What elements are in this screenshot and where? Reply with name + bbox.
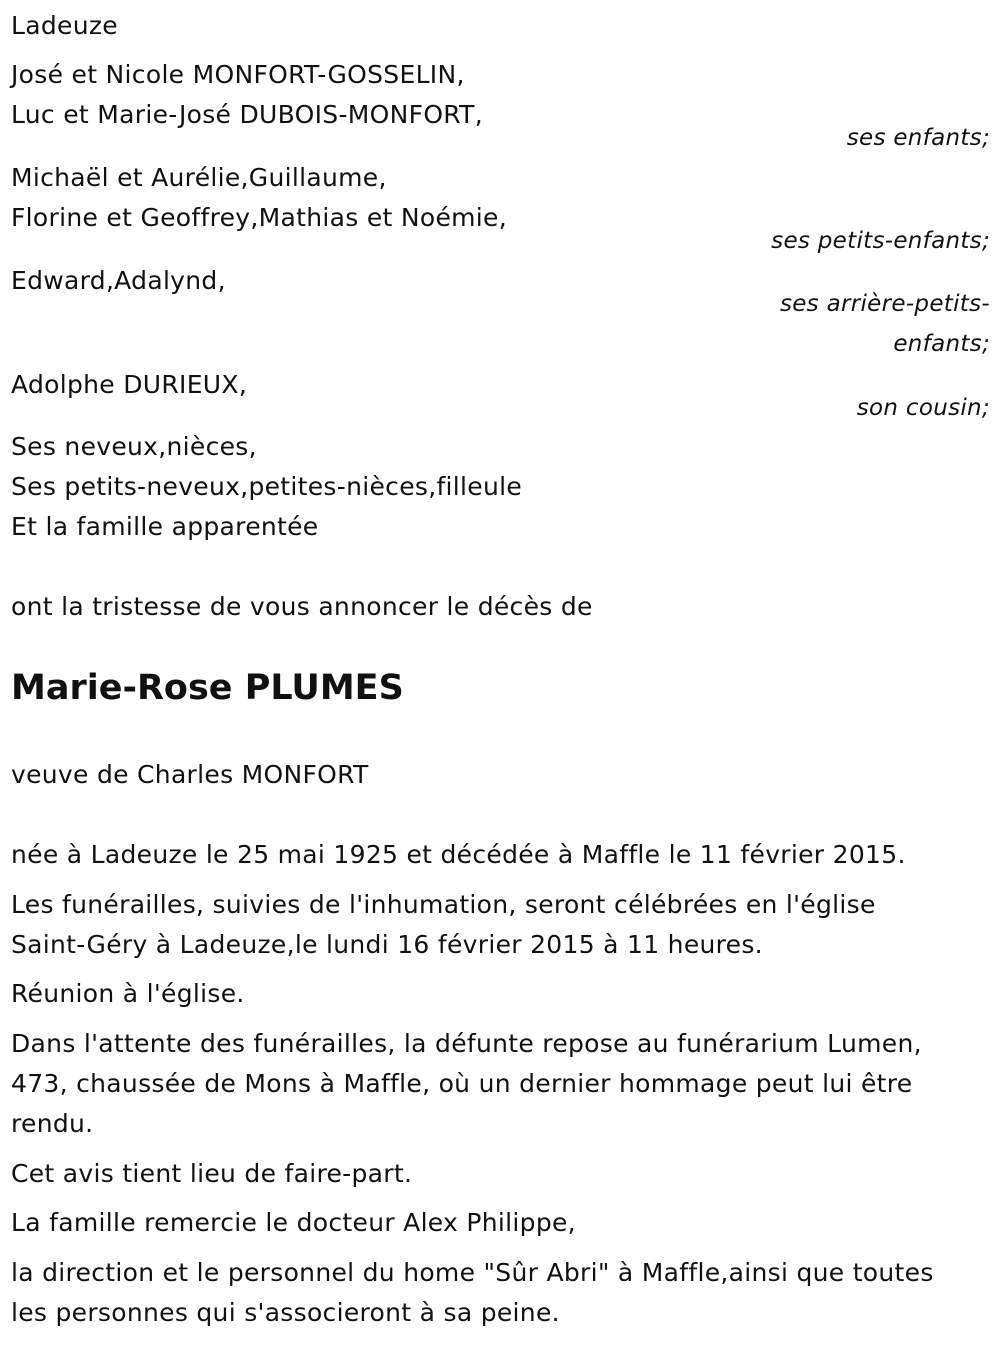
children-line: Luc et Marie-José DUBOIS-MONFORT,: [11, 100, 483, 129]
grandchildren-line: Michaël et Aurélie,Guillaume,: [11, 163, 387, 192]
thanks-home-line: la direction et le personnel du home "Sûr Abri" à Maffle,ainsi que toutes: [11, 1258, 934, 1287]
funeral-line: Saint-Géry à Ladeuze,le lundi 16 février 2015 à 11 heures.: [11, 930, 763, 959]
cousin-line: Adolphe DURIEUX,: [11, 370, 248, 399]
repose-line: Dans l'attente des funérailles, la défunte repose au funérarium Lumen,: [11, 1029, 922, 1058]
grandchildren-role: ses petits-enfants;: [771, 228, 990, 254]
repose-line: rendu.: [11, 1109, 94, 1138]
notice-text: Cet avis tient lieu de faire-part.: [11, 1159, 413, 1188]
funeral-line: Les funérailles, suivies de l'inhumation, seront célébrées en l'église: [11, 890, 876, 919]
deceased-name: Marie-Rose PLUMES: [11, 668, 404, 708]
birth-death-text: née à Ladeuze le 25 mai 1925 et décédée à Maffle le 11 février 2015.: [11, 840, 906, 869]
repose-line: 473, chaussée de Mons à Maffle, où un dernier hommage peut lui être: [11, 1069, 913, 1098]
widow-of-text: veuve de Charles MONFORT: [11, 760, 369, 789]
children-role: ses enfants;: [846, 125, 990, 151]
thanks-home-line: les personnes qui s'associeront à sa peine.: [11, 1298, 560, 1327]
thanks-doctor-text: La famille remercie le docteur Alex Philippe,: [11, 1208, 576, 1237]
place-heading: Ladeuze: [11, 11, 118, 40]
extended-family-line: Ses petits-neveux,petites-nièces,filleule: [11, 472, 523, 501]
children-line: José et Nicole MONFORT-GOSSELIN,: [11, 60, 465, 89]
grandchildren-line: Florine et Geoffrey,Mathias et Noémie,: [11, 203, 507, 232]
great-grandchildren-role: ses arrière-petits-: [779, 291, 990, 317]
cousin-role: son cousin;: [856, 395, 990, 421]
announcement-text: ont la tristesse de vous annoncer le décès de: [11, 592, 593, 621]
extended-family-line: Ses neveux,nièces,: [11, 432, 257, 461]
great-grandchildren-role: enfants;: [893, 331, 990, 357]
extended-family-line: Et la famille apparentée: [11, 512, 319, 541]
great-grandchildren-line: Edward,Adalynd,: [11, 266, 226, 295]
meeting-text: Réunion à l'église.: [11, 979, 245, 1008]
